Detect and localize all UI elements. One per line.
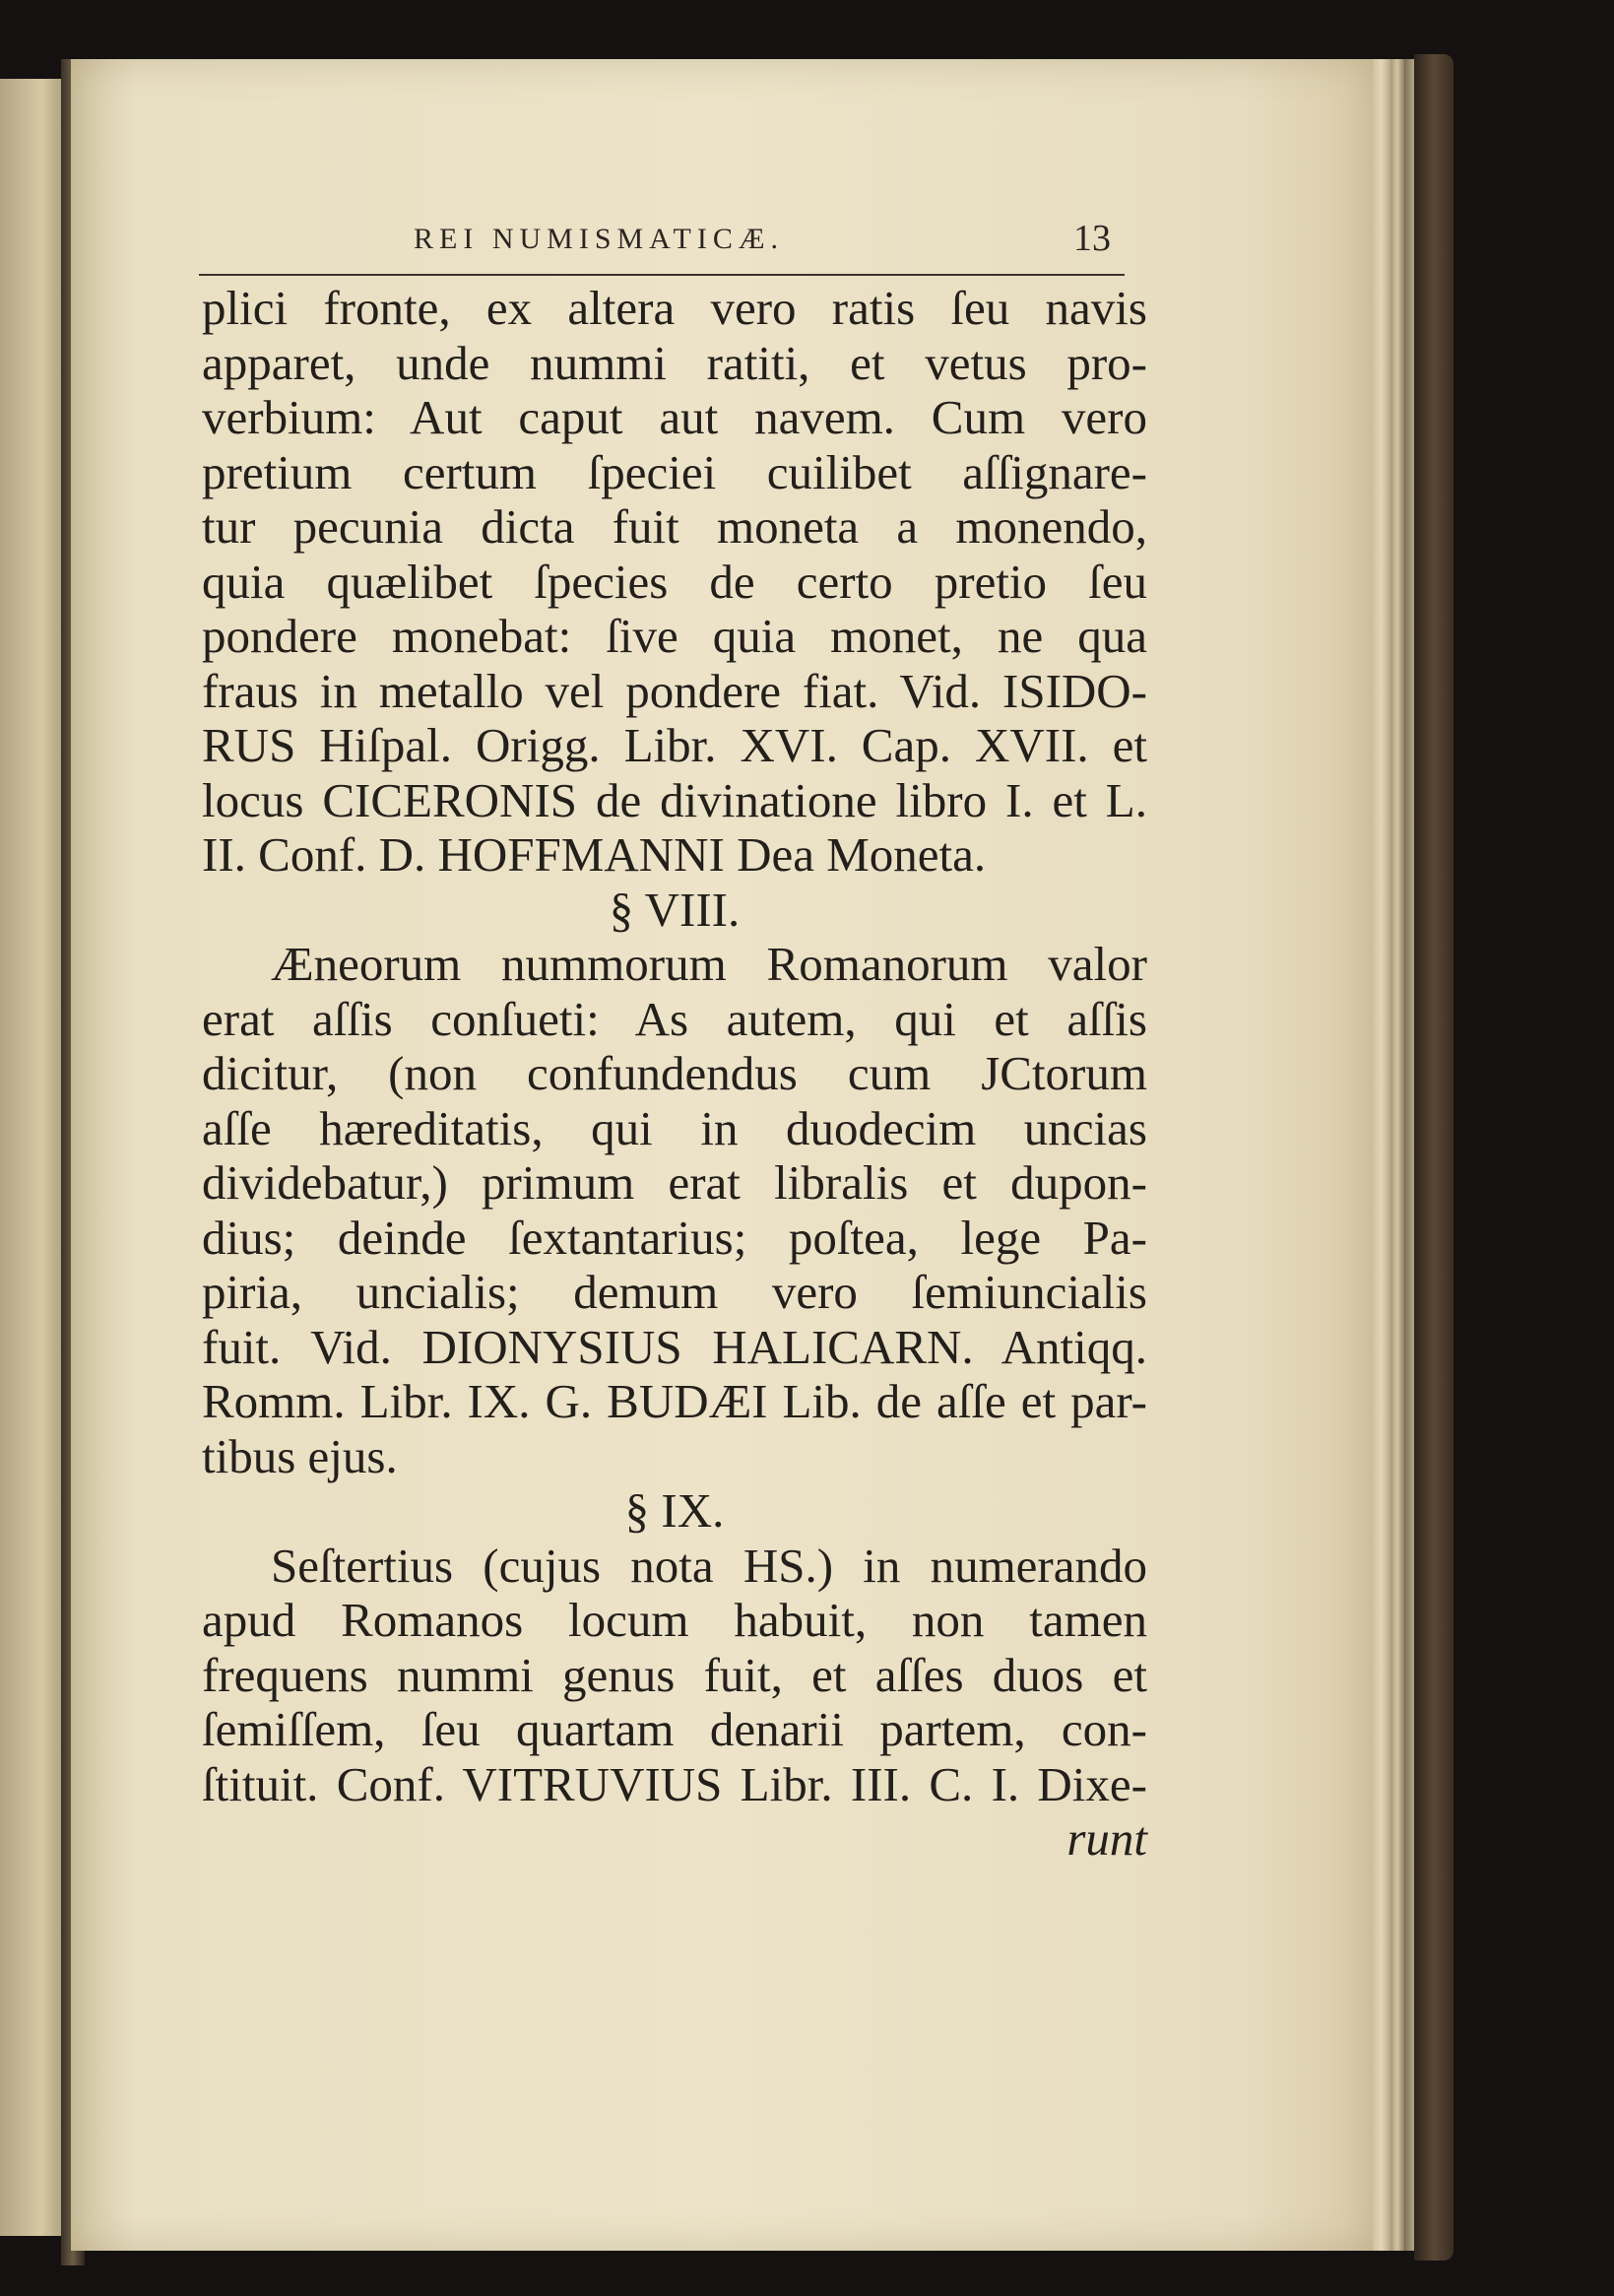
text-line: pretium certum ſpeciei cuilibet aſſignare- (202, 444, 1147, 499)
book-cover (1414, 54, 1453, 2261)
text-line: II. Conf. D. HOFFMANNI Dea Moneta. (202, 827, 987, 882)
body-text (202, 281, 1147, 1867)
catchword: runt (1066, 1811, 1147, 1866)
text-line: ſemiſſem, ſeu quartam denarii partem, con- (202, 1702, 1147, 1756)
section-heading: § VIII. (609, 882, 741, 937)
text-line: apparet, unde nummi ratiti, et vetus pro- (202, 335, 1147, 390)
text-line: plici fronte, ex altera vero ratis ſeu navis (202, 281, 1147, 335)
text-line: tur pecunia dicta fuit moneta a monendo, (202, 499, 1147, 554)
text-line: dicitur, (non confundendus cum JCtorum (202, 1046, 1147, 1100)
header-rule (199, 274, 1125, 276)
text-line: fuit. Vid. DIONYSIUS HALICARN. Antiqq. (202, 1319, 1147, 1374)
text-line: Romm. Libr. IX. G. BUDÆI Lib. de aſſe et par- (202, 1374, 1147, 1428)
page-edges (1390, 59, 1404, 2251)
text-line: piria, uncialis; demum vero ſemiuncialis (202, 1265, 1147, 1319)
text-line: Seſtertius (cujus nota HS.) in numerando (271, 1538, 1147, 1593)
page-header (414, 218, 1201, 262)
text-line: frequens nummi genus fuit, et aſſes duos et (202, 1647, 1147, 1702)
page-edges (1404, 59, 1414, 2251)
page-edges (1373, 59, 1390, 2251)
text-line: Æneorum nummorum Romanorum valor (271, 937, 1147, 991)
text-line: RUS Hiſpal. Origg. Libr. XVI. Cap. XVII. et (202, 718, 1147, 772)
text-line: aſſe hæreditatis, qui in duodecim uncias (202, 1100, 1147, 1155)
text-line: dius; deinde ſextantarius; poſtea, lege Pa- (202, 1210, 1147, 1265)
text-line: verbium: Aut caput aut navem. Cum vero (202, 390, 1147, 444)
running-head: REI NUMISMATICÆ. (414, 223, 785, 255)
text-line: quia quælibet ſpecies de certo pretio ſeu (202, 554, 1147, 609)
text-line: locus CICERONIS de divinatione libro I. et L. (202, 772, 1147, 827)
text-line: dividebatur,) primum erat libralis et dupon- (202, 1155, 1147, 1210)
text-line: pondere monebat: ſive quia monet, ne qua (202, 609, 1147, 663)
text-line: apud Romanos locum habuit, non tamen (202, 1593, 1147, 1647)
text-line: fraus in metallo vel pondere fiat. Vid. ISIDO- (202, 663, 1147, 718)
text-line: ſtituit. Conf. VITRUVIUS Libr. III. C. I. Dixe- (202, 1756, 1147, 1811)
text-line: tibus ejus. (202, 1428, 398, 1483)
facing-page-edge (0, 79, 69, 2236)
text-line: erat aſſis conſueti: As autem, qui et aſſis (202, 991, 1147, 1046)
page-number: 13 (1073, 218, 1111, 259)
section-heading: § IX. (624, 1483, 725, 1538)
